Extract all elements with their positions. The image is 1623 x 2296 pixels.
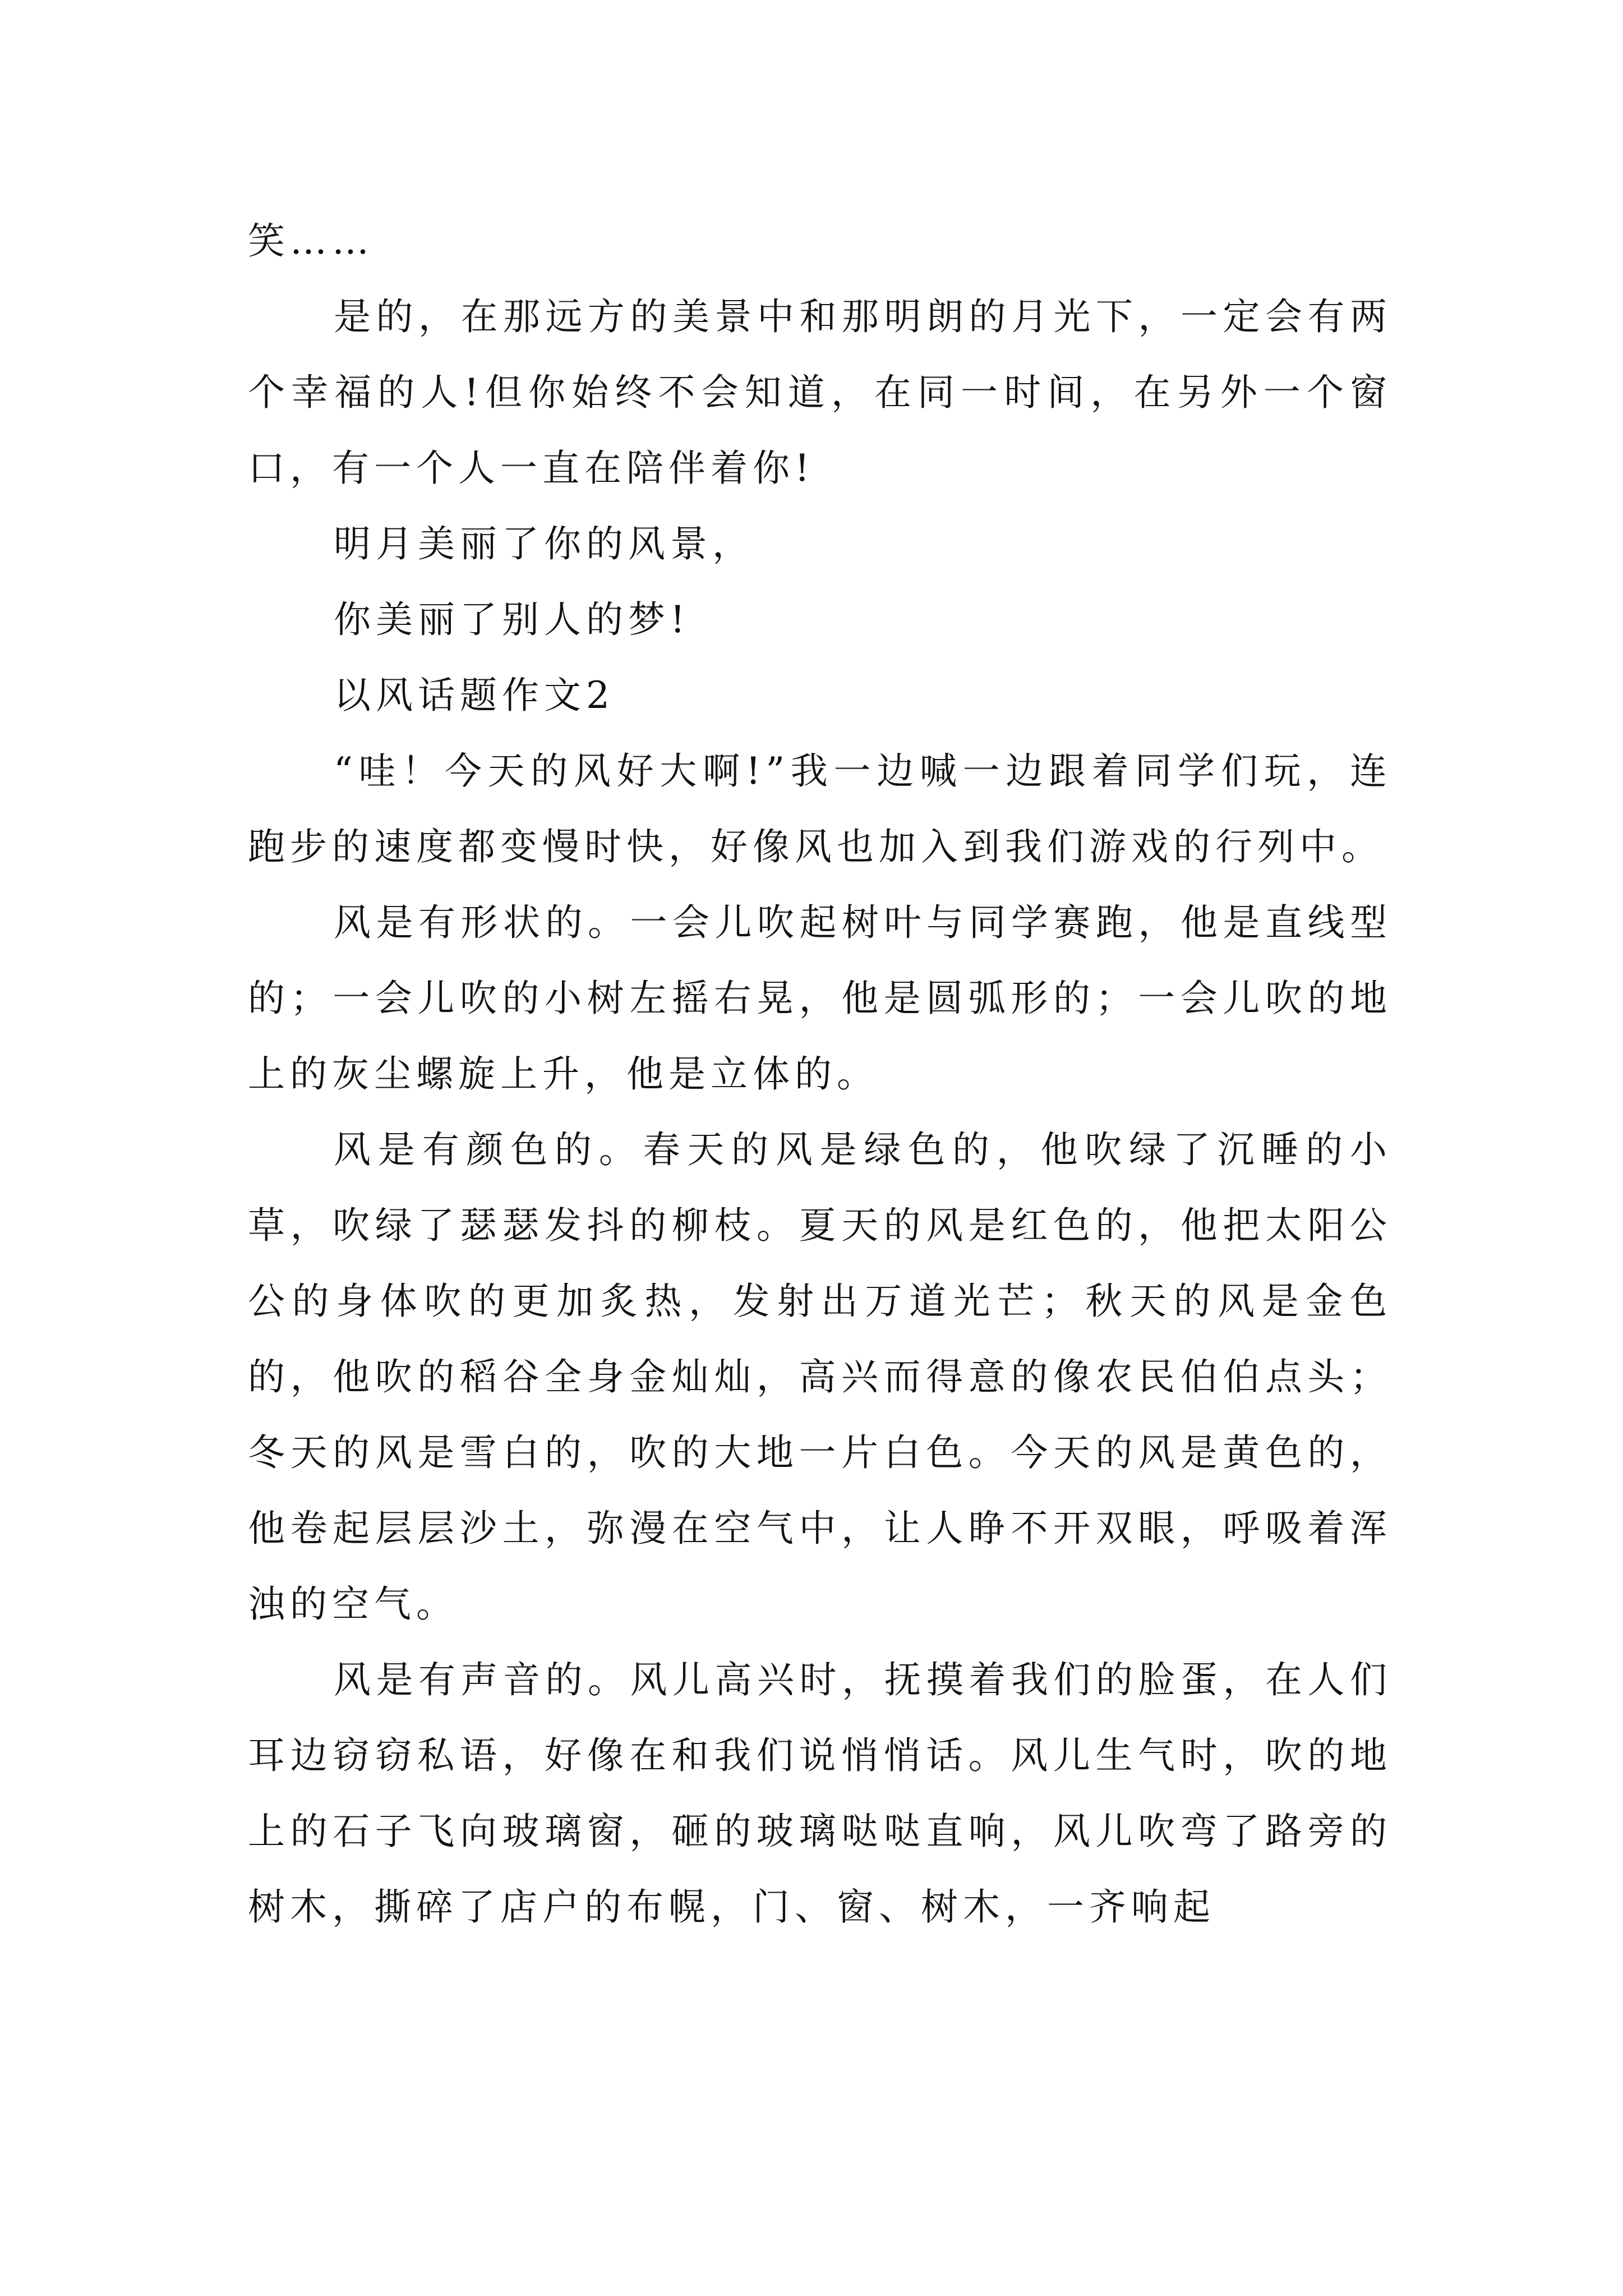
paragraph-continuation: 笑…… (248, 219, 374, 263)
paragraph: 风是有颜色的。春天的风是绿色的，他吹绿了沉睡的小草，吹绿了瑟瑟发抖的柳枝。夏天的风是红色的，他把太阳公公的身体吹的更加炙热，发射出万道光芒；秋天的风是金色的，他吹的稻谷全身金灿灿，高兴而得意的像农民伯伯点头；冬天的风是雪白的，吹的大地一片白色。今天的风是黄色的，他卷起层层沙土，弥漫在空气中，让人睁不开双眼，呼吸着浑浊的空气。 (248, 1128, 1392, 1626)
paragraph: 风是有声音的。风儿高兴时，抚摸着我们的脸蛋，在人们耳边窃窃私语，好像在和我们说悄悄话。风儿生气时，吹的地上的石子飞向玻璃窗，砸的玻璃哒哒直响，风儿吹弯了路旁的树木，撕碎了店户的布幌，门、窗、树木，一齐响起 (248, 1658, 1392, 1929)
paragraph: “哇！今天的风好大啊!”我一边喊一边跟着同学们玩，连跑步的速度都变慢时快，好像风也加入到我们游戏的行列中。 (248, 749, 1392, 868)
paragraph: 风是有形状的。一会儿吹起树叶与同学赛跑，他是直线型的；一会儿吹的小树左摇右晃，他是圆弧形的；一会儿吹的地上的灰尘螺旋上升，他是立体的。 (248, 901, 1392, 1096)
poem-line: 你美丽了别人的梦! (334, 598, 690, 641)
document-body (248, 203, 1392, 1945)
poem-line: 明月美丽了你的风景， (334, 522, 754, 565)
paragraph: 是的，在那远方的美景中和那明朗的月光下，一定会有两个幸福的人!但你始终不会知道，在同一时间，在另外一个窗口，有一个人一直在陪伴着你! (248, 295, 1392, 490)
essay-title: 以风话题作文2 (334, 674, 615, 717)
